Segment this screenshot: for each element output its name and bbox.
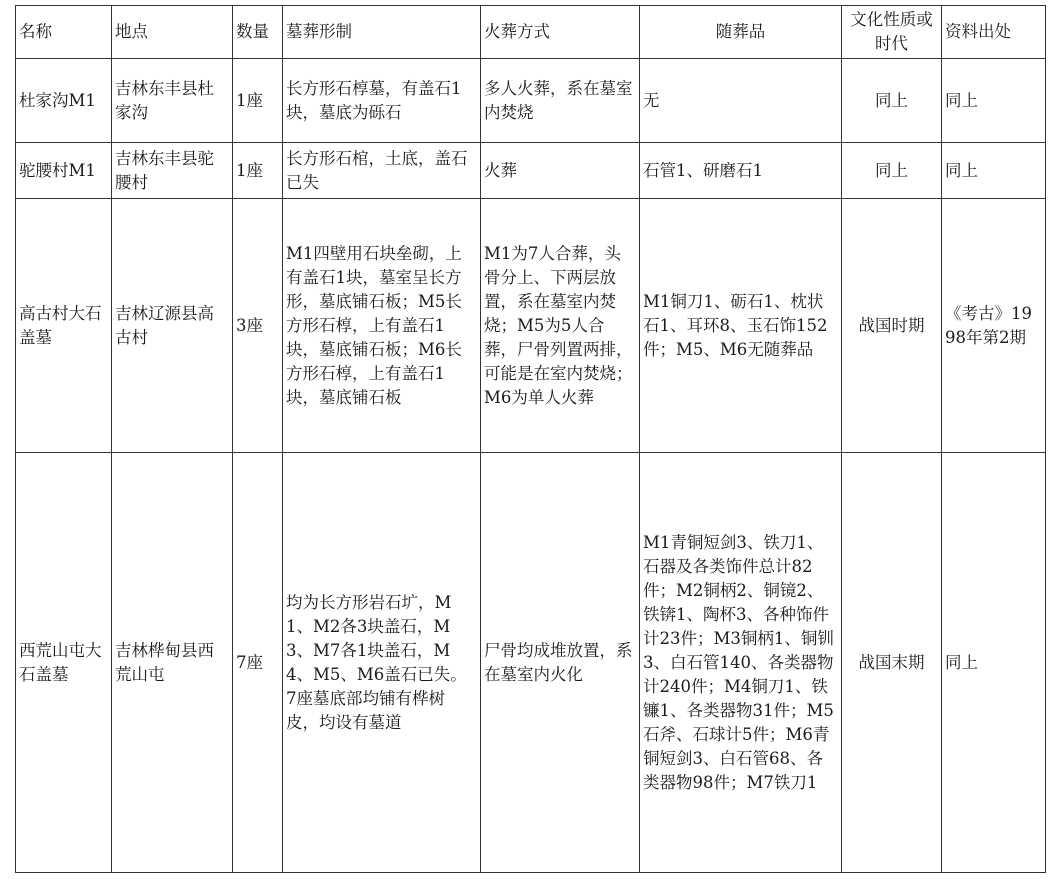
cell-goods: 石管1、研磨石1 — [640, 143, 842, 199]
cell-location: 吉林东丰县驼腰村 — [112, 143, 233, 199]
cell-tomb-form: 长方形石椁墓，有盖石1块，墓底为砾石 — [283, 59, 481, 143]
cell-name: 杜家沟M1 — [16, 59, 112, 143]
table-row — [16, 453, 1046, 873]
cell-source: 同上 — [942, 59, 1046, 143]
header-tomb-form: 墓葬形制 — [283, 6, 481, 59]
cell-cremation: 火葬 — [481, 143, 640, 199]
header-cremation: 火葬方式 — [481, 6, 640, 59]
cell-cremation: 尸骨均成堆放置，系在墓室内火化 — [481, 453, 640, 873]
data-table — [15, 5, 1046, 873]
header-count: 数量 — [233, 6, 283, 59]
cell-period: 战国末期 — [842, 453, 942, 873]
cell-source: 同上 — [942, 143, 1046, 199]
table-row — [16, 199, 1046, 453]
cell-tomb-form: M1四壁用石块垒砌，上有盖石1块，墓室呈长方形，墓底铺石板；M5长方形石椁，上有盖石1块，墓底铺石板；M6长方形石椁，上有盖石1块，墓底铺石板 — [283, 199, 481, 453]
cell-name: 高古村大石盖墓 — [16, 199, 112, 453]
cell-goods: 无 — [640, 59, 842, 143]
cell-tomb-form: 均为长方形岩石圹，M1、M2各3块盖石，M3、M7各1块盖石，M4、M5、M6盖石已失。7座墓底部均铺有桦树皮，均设有墓道 — [283, 453, 481, 873]
cell-goods: M1青铜短剑3、铁刀1、石器及各类饰件总计82件；M2铜柄2、铜镜2、铁锛1、陶杯3、各种饰件计23件；M3铜柄1、铜钏3、白石管140、各类器物计240件；M4铜刀1、铁镰1、各类器物31件；M5石斧、石球计5件；M6青铜短剑3、白石管68、各类器物98件；M7铁刀1 — [640, 453, 842, 873]
table-row — [16, 59, 1046, 143]
table-row — [16, 143, 1046, 199]
cell-count: 1座 — [233, 59, 283, 143]
cell-period: 同上 — [842, 59, 942, 143]
cell-goods: M1铜刀1、砺石1、枕状石1、耳环8、玉石饰152件；M5、M6无随葬品 — [640, 199, 842, 453]
header-source: 资料出处 — [942, 6, 1046, 59]
cell-cremation: 多人火葬，系在墓室内焚烧 — [481, 59, 640, 143]
cell-name: 西荒山屯大石盖墓 — [16, 453, 112, 873]
cell-source: 同上 — [942, 453, 1046, 873]
cell-cremation: M1为7人合葬，头骨分上、下两层放置，系在墓室内焚烧；M5为5人合葬，尸骨列置两排，可能是在室内焚烧；M6为单人火葬 — [481, 199, 640, 453]
cell-name: 驼腰村M1 — [16, 143, 112, 199]
header-goods: 随葬品 — [640, 6, 842, 59]
header-name: 名称 — [16, 6, 112, 59]
cell-count: 1座 — [233, 143, 283, 199]
cell-period: 同上 — [842, 143, 942, 199]
cell-tomb-form: 长方形石棺，土底，盖石已失 — [283, 143, 481, 199]
cell-location: 吉林辽源县高古村 — [112, 199, 233, 453]
cell-location: 吉林东丰县杜家沟 — [112, 59, 233, 143]
cell-location: 吉林桦甸县西荒山屯 — [112, 453, 233, 873]
cell-source: 《考古》1998年第2期 — [942, 199, 1046, 453]
cell-period: 战国时期 — [842, 199, 942, 453]
header-row — [16, 6, 1046, 59]
cell-count: 3座 — [233, 199, 283, 453]
header-period: 文化性质或时代 — [842, 6, 942, 59]
header-location: 地点 — [112, 6, 233, 59]
cell-count: 7座 — [233, 453, 283, 873]
